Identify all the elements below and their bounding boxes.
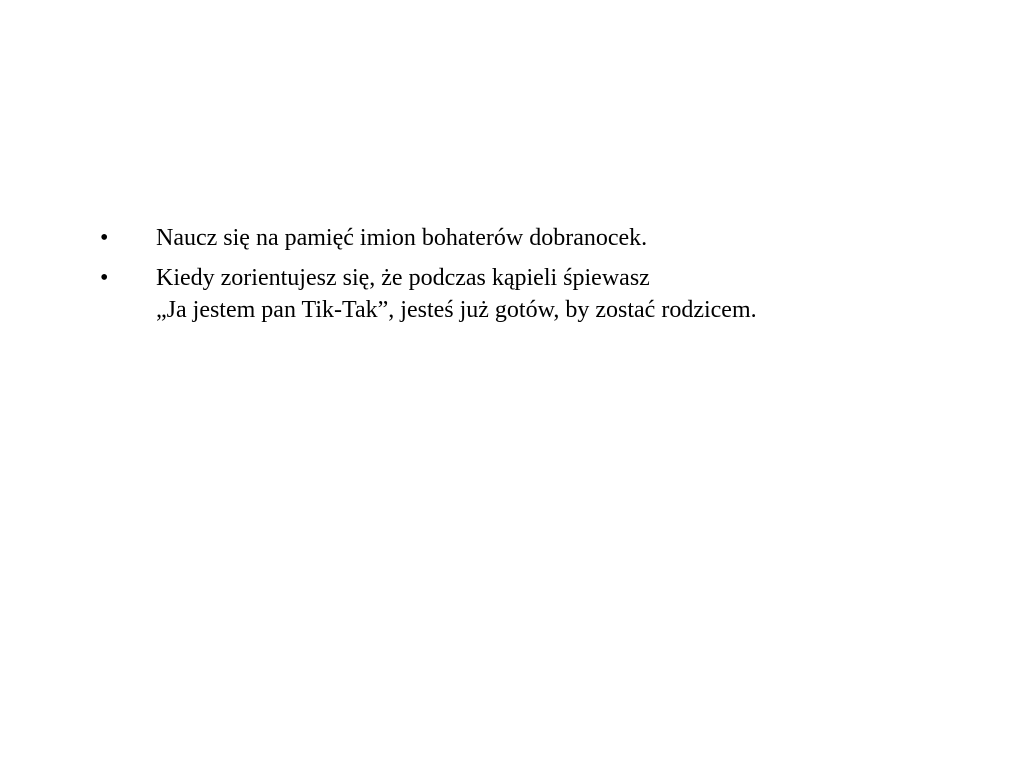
bullet-line: Naucz się na pamięć imion bohaterów dobranocek. xyxy=(156,225,648,251)
bullet-list xyxy=(100,222,980,334)
bullet-text-2 xyxy=(156,262,757,326)
bullet-item-2 xyxy=(100,262,980,326)
bullet-item-1 xyxy=(100,222,980,254)
bullet-line: „Ja jestem pan Tik-Tak”, jesteś już gotów, by zostać rodzicem. xyxy=(156,297,757,323)
bullet-icon: • xyxy=(100,225,109,251)
bullet-line: Kiedy zorientujesz się, że podczas kąpieli śpiewasz xyxy=(156,265,650,291)
bullet-text-1 xyxy=(156,222,647,254)
bullet-icon: • xyxy=(100,265,109,291)
